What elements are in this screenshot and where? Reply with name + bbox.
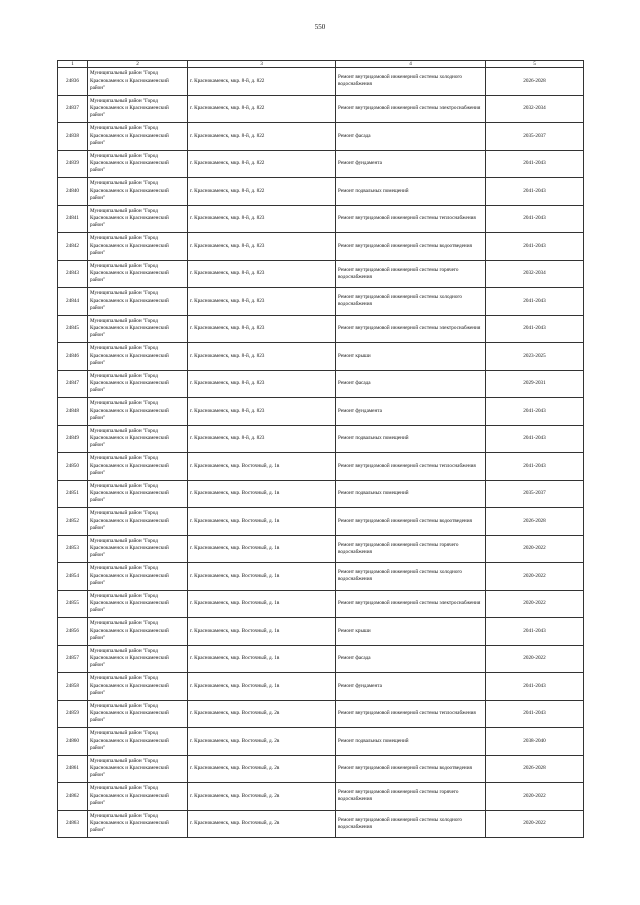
period-cell: 2041-2043 xyxy=(486,673,584,701)
table-row xyxy=(58,315,584,343)
row-number: 24841 xyxy=(58,205,88,233)
period-cell: 2020-2022 xyxy=(486,783,584,811)
period-cell: 2041-2043 xyxy=(486,618,584,646)
period-cell: 2041-2043 xyxy=(486,425,584,453)
work-type-cell: Ремонт фасада xyxy=(336,370,486,398)
row-number: 24862 xyxy=(58,783,88,811)
table-row xyxy=(58,453,584,481)
row-number: 24861 xyxy=(58,755,88,783)
work-type-cell: Ремонт фундамента xyxy=(336,673,486,701)
address-cell: г. Краснокаменск, мкр. 8-й, д. 822 xyxy=(188,68,336,96)
table-row xyxy=(58,810,584,838)
district-cell: Муниципальный район "Город Краснокаменск и Краснокаменский район" xyxy=(88,425,188,453)
table-row xyxy=(58,123,584,151)
district-cell: Муниципальный район "Город Краснокаменск и Краснокаменский район" xyxy=(88,95,188,123)
work-type-cell: Ремонт фасада xyxy=(336,123,486,151)
row-number: 24836 xyxy=(58,68,88,96)
address-cell: г. Краснокаменск, мкр. Восточный, д. 1в xyxy=(188,645,336,673)
period-cell: 2032-2034 xyxy=(486,260,584,288)
work-type-cell: Ремонт внутридомовой инженерной системы теплоснабжения xyxy=(336,453,486,481)
table-row xyxy=(58,68,584,96)
table-row xyxy=(58,150,584,178)
period-cell: 2041-2043 xyxy=(486,398,584,426)
row-number: 24854 xyxy=(58,563,88,591)
period-cell: 2035-2037 xyxy=(486,480,584,508)
work-type-cell: Ремонт внутридомовой инженерной системы водоотведения xyxy=(336,233,486,261)
address-cell: г. Краснокаменск, мкр. 8-й, д. 823 xyxy=(188,343,336,371)
work-type-cell: Ремонт крыши xyxy=(336,343,486,371)
row-number: 24840 xyxy=(58,178,88,206)
period-cell: 2020-2022 xyxy=(486,535,584,563)
table-row xyxy=(58,95,584,123)
address-cell: г. Краснокаменск, мкр. 8-й, д. 823 xyxy=(188,260,336,288)
district-cell: Муниципальный район "Город Краснокаменск и Краснокаменский район" xyxy=(88,260,188,288)
district-cell: Муниципальный район "Город Краснокаменск и Краснокаменский район" xyxy=(88,123,188,151)
table-row xyxy=(58,700,584,728)
work-type-cell: Ремонт подвальных помещений xyxy=(336,480,486,508)
table-row xyxy=(58,645,584,673)
work-type-cell: Ремонт подвальных помещений xyxy=(336,728,486,756)
row-number: 24855 xyxy=(58,590,88,618)
district-cell: Муниципальный район "Город Краснокаменск и Краснокаменский район" xyxy=(88,508,188,536)
work-type-cell: Ремонт внутридомовой инженерной системы горячего водоснабжения xyxy=(336,535,486,563)
table-body xyxy=(58,68,584,838)
district-cell: Муниципальный район "Город Краснокаменск и Краснокаменский район" xyxy=(88,288,188,316)
district-cell: Муниципальный район "Город Краснокаменск и Краснокаменский район" xyxy=(88,343,188,371)
district-cell: Муниципальный район "Город Краснокаменск и Краснокаменский район" xyxy=(88,178,188,206)
work-type-cell: Ремонт внутридомовой инженерной системы холодного водоснабжения xyxy=(336,810,486,838)
period-cell: 2041-2043 xyxy=(486,288,584,316)
column-header-4: 4 xyxy=(336,61,486,68)
work-type-cell: Ремонт фундамента xyxy=(336,150,486,178)
column-header-2: 2 xyxy=(88,61,188,68)
row-number: 24857 xyxy=(58,645,88,673)
row-number: 24837 xyxy=(58,95,88,123)
row-number: 24844 xyxy=(58,288,88,316)
table-row xyxy=(58,480,584,508)
row-number: 24839 xyxy=(58,150,88,178)
work-type-cell: Ремонт внутридомовой инженерной системы водоотведения xyxy=(336,508,486,536)
row-number: 24860 xyxy=(58,728,88,756)
table-row xyxy=(58,260,584,288)
row-number: 24850 xyxy=(58,453,88,481)
table-row xyxy=(58,535,584,563)
period-cell: 2041-2043 xyxy=(486,205,584,233)
period-cell: 2020-2022 xyxy=(486,590,584,618)
row-number: 24838 xyxy=(58,123,88,151)
district-cell: Муниципальный район "Город Краснокаменск и Краснокаменский район" xyxy=(88,618,188,646)
column-header-1: 1 xyxy=(58,61,88,68)
address-cell: г. Краснокаменск, мкр. 8-й, д. 823 xyxy=(188,205,336,233)
period-cell: 2020-2022 xyxy=(486,563,584,591)
row-number: 24847 xyxy=(58,370,88,398)
table-row xyxy=(58,205,584,233)
row-number: 24852 xyxy=(58,508,88,536)
table-row xyxy=(58,343,584,371)
address-cell: г. Краснокаменск, мкр. Восточный, д. 2в xyxy=(188,783,336,811)
period-cell: 2020-2022 xyxy=(486,810,584,838)
district-cell: Муниципальный район "Город Краснокаменск и Краснокаменский район" xyxy=(88,673,188,701)
row-number: 24842 xyxy=(58,233,88,261)
table-row xyxy=(58,563,584,591)
row-number: 24845 xyxy=(58,315,88,343)
address-cell: г. Краснокаменск, мкр. 8-й, д. 823 xyxy=(188,233,336,261)
period-cell: 2035-2037 xyxy=(486,123,584,151)
work-type-cell: Ремонт крыши xyxy=(336,618,486,646)
district-cell: Муниципальный район "Город Краснокаменск и Краснокаменский район" xyxy=(88,783,188,811)
address-cell: г. Краснокаменск, мкр. Восточный, д. 1в xyxy=(188,453,336,481)
address-cell: г. Краснокаменск, мкр. 8-й, д. 823 xyxy=(188,315,336,343)
work-type-cell: Ремонт внутридомовой инженерной системы электроснабжения xyxy=(336,315,486,343)
table-row xyxy=(58,755,584,783)
period-cell: 2020-2022 xyxy=(486,645,584,673)
period-cell: 2041-2043 xyxy=(486,150,584,178)
work-type-cell: Ремонт подвальных помещений xyxy=(336,425,486,453)
district-cell: Муниципальный район "Город Краснокаменск и Краснокаменский район" xyxy=(88,68,188,96)
column-header-5: 5 xyxy=(486,61,584,68)
table-row xyxy=(58,618,584,646)
table-row xyxy=(58,783,584,811)
period-cell: 2041-2043 xyxy=(486,700,584,728)
address-cell: г. Краснокаменск, мкр. Восточный, д. 1в xyxy=(188,563,336,591)
row-number: 24859 xyxy=(58,700,88,728)
repair-schedule-table xyxy=(57,60,584,838)
address-cell: г. Краснокаменск, мкр. Восточный, д. 1в xyxy=(188,618,336,646)
period-cell: 2029-2031 xyxy=(486,370,584,398)
period-cell: 2038-2040 xyxy=(486,728,584,756)
address-cell: г. Краснокаменск, мкр. Восточный, д. 1в xyxy=(188,590,336,618)
address-cell: г. Краснокаменск, мкр. 8-й, д. 823 xyxy=(188,398,336,426)
period-cell: 2026-2028 xyxy=(486,508,584,536)
table-row xyxy=(58,425,584,453)
district-cell: Муниципальный район "Город Краснокаменск и Краснокаменский район" xyxy=(88,453,188,481)
period-cell: 2026-2028 xyxy=(486,755,584,783)
district-cell: Муниципальный район "Город Краснокаменск и Краснокаменский район" xyxy=(88,700,188,728)
district-cell: Муниципальный район "Город Краснокаменск и Краснокаменский район" xyxy=(88,398,188,426)
column-header-3: 3 xyxy=(188,61,336,68)
work-type-cell: Ремонт внутридомовой инженерной системы холодного водоснабжения xyxy=(336,288,486,316)
table-row xyxy=(58,590,584,618)
period-cell: 2023-2025 xyxy=(486,343,584,371)
address-cell: г. Краснокаменск, мкр. Восточный, д. 2в xyxy=(188,700,336,728)
table-row xyxy=(58,288,584,316)
table-row xyxy=(58,178,584,206)
address-cell: г. Краснокаменск, мкр. Восточный, д. 1в xyxy=(188,673,336,701)
work-type-cell: Ремонт внутридомовой инженерной системы холодного водоснабжения xyxy=(336,563,486,591)
address-cell: г. Краснокаменск, мкр. 8-й, д. 822 xyxy=(188,123,336,151)
table-row xyxy=(58,370,584,398)
address-cell: г. Краснокаменск, мкр. Восточный, д. 2в xyxy=(188,728,336,756)
district-cell: Муниципальный район "Город Краснокаменск и Краснокаменский район" xyxy=(88,590,188,618)
address-cell: г. Краснокаменск, мкр. Восточный, д. 1в xyxy=(188,535,336,563)
table-row xyxy=(58,728,584,756)
period-cell: 2041-2043 xyxy=(486,233,584,261)
address-cell: г. Краснокаменск, мкр. Восточный, д. 1в xyxy=(188,480,336,508)
district-cell: Муниципальный район "Город Краснокаменск и Краснокаменский район" xyxy=(88,563,188,591)
district-cell: Муниципальный район "Город Краснокаменск и Краснокаменский район" xyxy=(88,205,188,233)
district-cell: Муниципальный район "Город Краснокаменск и Краснокаменский район" xyxy=(88,150,188,178)
address-cell: г. Краснокаменск, мкр. 8-й, д. 823 xyxy=(188,425,336,453)
district-cell: Муниципальный район "Город Краснокаменск и Краснокаменский район" xyxy=(88,480,188,508)
row-number: 24858 xyxy=(58,673,88,701)
address-cell: г. Краснокаменск, мкр. Восточный, д. 2в xyxy=(188,810,336,838)
row-number: 24849 xyxy=(58,425,88,453)
district-cell: Муниципальный район "Город Краснокаменск и Краснокаменский район" xyxy=(88,728,188,756)
period-cell: 2041-2043 xyxy=(486,178,584,206)
address-cell: г. Краснокаменск, мкр. 8-й, д. 822 xyxy=(188,150,336,178)
district-cell: Муниципальный район "Город Краснокаменск и Краснокаменский район" xyxy=(88,810,188,838)
district-cell: Муниципальный район "Город Краснокаменск и Краснокаменский район" xyxy=(88,233,188,261)
address-cell: г. Краснокаменск, мкр. Восточный, д. 2в xyxy=(188,755,336,783)
address-cell: г. Краснокаменск, мкр. 8-й, д. 822 xyxy=(188,178,336,206)
address-cell: г. Краснокаменск, мкр. Восточный, д. 1в xyxy=(188,508,336,536)
row-number: 24851 xyxy=(58,480,88,508)
table-row xyxy=(58,233,584,261)
work-type-cell: Ремонт внутридомовой инженерной системы водоотведения xyxy=(336,755,486,783)
work-type-cell: Ремонт внутридомовой инженерной системы электроснабжения xyxy=(336,590,486,618)
table-row xyxy=(58,673,584,701)
table-row xyxy=(58,398,584,426)
page-number: 550 xyxy=(314,23,326,31)
work-type-cell: Ремонт внутридомовой инженерной системы холодного водоснабжения xyxy=(336,68,486,96)
row-number: 24848 xyxy=(58,398,88,426)
period-cell: 2041-2043 xyxy=(486,315,584,343)
period-cell: 2041-2043 xyxy=(486,453,584,481)
row-number: 24863 xyxy=(58,810,88,838)
row-number: 24853 xyxy=(58,535,88,563)
district-cell: Муниципальный район "Город Краснокаменск и Краснокаменский район" xyxy=(88,645,188,673)
district-cell: Муниципальный район "Город Краснокаменск и Краснокаменский район" xyxy=(88,535,188,563)
address-cell: г. Краснокаменск, мкр. 8-й, д. 823 xyxy=(188,288,336,316)
work-type-cell: Ремонт подвальных помещений xyxy=(336,178,486,206)
period-cell: 2032-2034 xyxy=(486,95,584,123)
address-cell: г. Краснокаменск, мкр. 8-й, д. 823 xyxy=(188,370,336,398)
table-header-row xyxy=(58,61,584,68)
address-cell: г. Краснокаменск, мкр. 8-й, д. 822 xyxy=(188,95,336,123)
table-row xyxy=(58,508,584,536)
period-cell: 2026-2028 xyxy=(486,68,584,96)
work-type-cell: Ремонт внутридомовой инженерной системы теплоснабжения xyxy=(336,700,486,728)
work-type-cell: Ремонт внутридомовой инженерной системы горячего водоснабжения xyxy=(336,260,486,288)
row-number: 24846 xyxy=(58,343,88,371)
work-type-cell: Ремонт внутридомовой инженерной системы горячего водоснабжения xyxy=(336,783,486,811)
district-cell: Муниципальный район "Город Краснокаменск и Краснокаменский район" xyxy=(88,755,188,783)
row-number: 24843 xyxy=(58,260,88,288)
district-cell: Муниципальный район "Город Краснокаменск и Краснокаменский район" xyxy=(88,315,188,343)
district-cell: Муниципальный район "Город Краснокаменск и Краснокаменский район" xyxy=(88,370,188,398)
row-number: 24856 xyxy=(58,618,88,646)
work-type-cell: Ремонт внутридомовой инженерной системы электроснабжения xyxy=(336,95,486,123)
work-type-cell: Ремонт фундамента xyxy=(336,398,486,426)
work-type-cell: Ремонт внутридомовой инженерной системы теплоснабжения xyxy=(336,205,486,233)
work-type-cell: Ремонт фасада xyxy=(336,645,486,673)
